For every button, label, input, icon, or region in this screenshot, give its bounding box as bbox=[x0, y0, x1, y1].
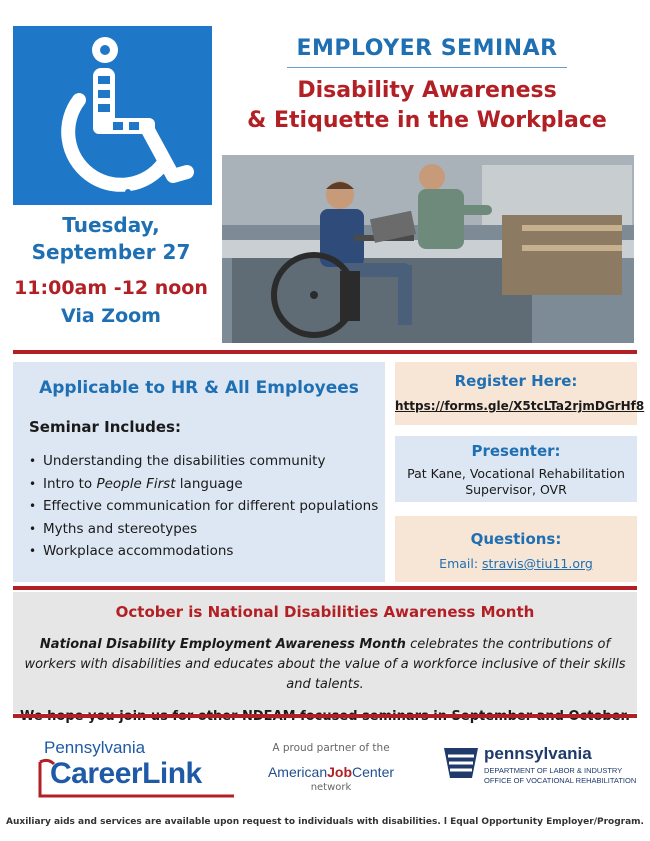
list-item: • Myths and stereotypes bbox=[29, 518, 385, 541]
american-job-center-logo bbox=[256, 742, 406, 793]
awareness-month-title: October is National Disabilities Awareness Month bbox=[115, 603, 535, 621]
ajc-name bbox=[256, 764, 406, 780]
list-item: • Effective communication for different populations bbox=[29, 495, 385, 518]
careerlink-state: Pennsylvania bbox=[44, 738, 146, 757]
list-item: • Understanding the disabilities community bbox=[29, 450, 385, 473]
title-divider bbox=[287, 67, 567, 68]
section-divider-bottom bbox=[13, 714, 637, 718]
seminar-eyebrow: EMPLOYER SEMINAR bbox=[296, 36, 558, 61]
email-link[interactable]: stravis@tiu11.org bbox=[482, 556, 593, 571]
list-item-suffix: language bbox=[175, 475, 243, 492]
list-item: • Workplace accommodations bbox=[29, 540, 385, 563]
pa-dept-line2: OFFICE OF VOCATIONAL REHABILITATION bbox=[484, 776, 637, 785]
pa-careerlink-logo bbox=[38, 738, 238, 798]
eeo-disclaimer: Auxiliary aids and services are available upon request to individuals with disabilities. l Equal Opportunity Employer/Program. bbox=[6, 817, 644, 827]
includes-list bbox=[29, 450, 385, 563]
audience-heading: Applicable to HR & All Employees bbox=[39, 378, 359, 398]
email-line bbox=[395, 556, 637, 571]
questions-heading: Questions: bbox=[470, 530, 562, 548]
footer-logos bbox=[0, 728, 650, 808]
pa-wordmark: pennsylvania bbox=[484, 744, 592, 763]
event-title-line2: & Etiquette in the Workplace bbox=[247, 108, 607, 133]
accessibility-wheelchair-icon bbox=[13, 26, 212, 205]
workshop-photo bbox=[222, 155, 634, 343]
event-datetime bbox=[0, 212, 222, 330]
presenter-line1: Pat Kane, Vocational Rehabilitation bbox=[407, 466, 625, 481]
list-item bbox=[29, 473, 385, 496]
presenter-line2: Supervisor, OVR bbox=[465, 482, 567, 497]
email-label: Email: bbox=[439, 556, 483, 571]
list-item-emphasis: People First bbox=[96, 475, 176, 492]
pa-labor-industry-logo bbox=[442, 744, 642, 794]
ajc-name-center: Center bbox=[352, 764, 395, 780]
section-divider-middle bbox=[13, 586, 637, 590]
presenter-name bbox=[395, 466, 637, 498]
event-location: Via Zoom bbox=[60, 305, 161, 327]
event-date: September 27 bbox=[31, 240, 191, 264]
ajc-network-text: network bbox=[310, 782, 352, 793]
awareness-month-panel bbox=[13, 592, 637, 713]
event-time: 11:00am -12 noon bbox=[14, 277, 208, 299]
pa-department bbox=[484, 766, 636, 786]
event-title-line1: Disability Awareness bbox=[297, 78, 557, 103]
register-card bbox=[395, 362, 645, 425]
ajc-name-job: Job bbox=[327, 764, 352, 780]
ajc-partner-text: A proud partner of the bbox=[272, 742, 390, 754]
register-link[interactable]: https://forms.gle/X5tcLTa2rjmDGrHf8 bbox=[395, 399, 645, 413]
event-day: Tuesday, bbox=[62, 213, 160, 237]
awareness-month-body bbox=[19, 635, 631, 695]
presenter-heading: Presenter: bbox=[471, 442, 561, 460]
ajc-name-american: American bbox=[267, 764, 328, 780]
keystone-icon bbox=[442, 746, 480, 780]
ndeam-description: celebrates the contributions of workers with disabilities and educates about the value of a workforce inclusive of their skills and talents. bbox=[24, 637, 626, 692]
section-divider-top bbox=[13, 350, 637, 354]
pa-dept-line1: DEPARTMENT OF LABOR & INDUSTRY bbox=[484, 766, 623, 775]
questions-card bbox=[395, 516, 637, 582]
seminar-details-panel bbox=[13, 362, 385, 582]
ndeam-name: National Disability Employment Awareness Month bbox=[39, 637, 406, 652]
register-heading: Register Here: bbox=[454, 372, 578, 390]
presenter-card bbox=[395, 436, 637, 502]
accessibility-logo bbox=[13, 26, 212, 205]
careerlink-name: CareerLink bbox=[50, 757, 202, 790]
event-header bbox=[222, 36, 632, 136]
includes-title: Seminar Includes: bbox=[29, 418, 181, 436]
list-item-text: Intro to bbox=[43, 475, 97, 492]
